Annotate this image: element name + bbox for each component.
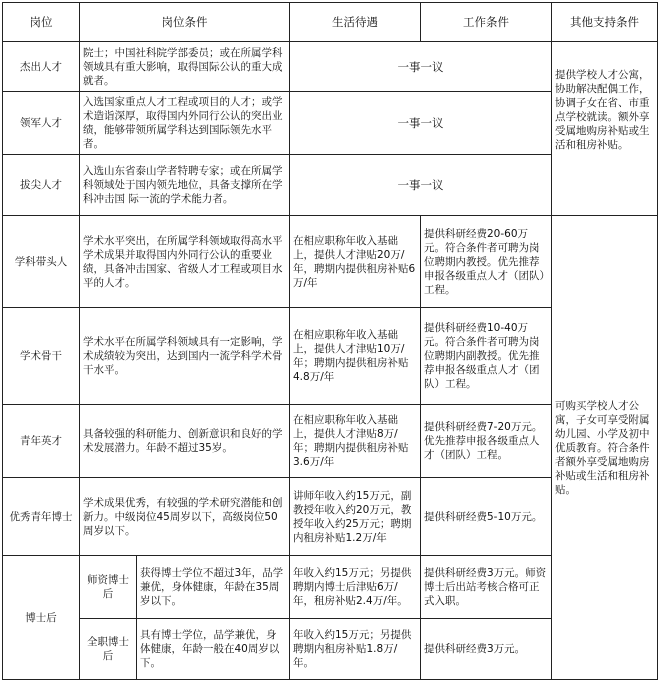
conditions-cell: 获得博士学位不超过3年，品学兼优，身体健康，年龄在35周岁以下。 bbox=[137, 556, 290, 619]
header-living: 生活待遇 bbox=[290, 3, 421, 42]
support-cell-top: 提供学校人才公寓，协助解决配偶工作，协调子女在省、市重点学校就读。额外享受属地购房补贴或生活和租房补贴。 bbox=[552, 42, 658, 216]
work-cell: 提供科研经费5-10万元。 bbox=[421, 478, 552, 556]
position-cell: 博士后 bbox=[3, 556, 80, 680]
conditions-cell: 具有博士学位，品学兼优，身体健康，年龄一般在40周岁以下。 bbox=[137, 619, 290, 680]
conditions-cell: 院士；中国社科院学部委员；或在所属学科领域具有重大影响，取得国际公认的重大成就者。 bbox=[80, 42, 290, 92]
one-case-one-discussion: 一事一议 bbox=[290, 155, 552, 216]
living-cell: 在相应职称年收入基础上，提供人才津贴20万/年，聘期内提供租房补贴6万/年 bbox=[290, 216, 421, 308]
header-row bbox=[3, 3, 658, 42]
position-cell: 青年英才 bbox=[3, 405, 80, 478]
position-cell: 领军人才 bbox=[3, 92, 80, 155]
table-row bbox=[3, 42, 658, 92]
sub-position-cell: 师资博士后 bbox=[80, 556, 137, 619]
work-cell: 提供科研经费3万元。 bbox=[421, 619, 552, 680]
one-case-one-discussion: 一事一议 bbox=[290, 92, 552, 155]
position-cell: 拔尖人才 bbox=[3, 155, 80, 216]
conditions-cell: 具备较强的科研能力、创新意识和良好的学术发展潜力。年龄不超过35岁。 bbox=[80, 405, 290, 478]
one-case-one-discussion: 一事一议 bbox=[290, 42, 552, 92]
header-conditions: 岗位条件 bbox=[80, 3, 290, 42]
work-cell: 提供科研经费7-20万元。优先推荐申报各级重点人才（团队）工程。 bbox=[421, 405, 552, 478]
work-cell: 提供科研经费20-60万元。符合条件者可聘为岗位聘期内教授。优先推荐申报各级重点人才（团队）工程。 bbox=[421, 216, 552, 308]
conditions-cell: 学术水平在所属学科领域具有一定影响，学术成绩较为突出，达到国内一流学科学术骨干水平。 bbox=[80, 308, 290, 405]
table-row bbox=[3, 216, 658, 308]
header-support: 其他支持条件 bbox=[552, 3, 658, 42]
position-cell: 学科带头人 bbox=[3, 216, 80, 308]
position-cell: 优秀青年博士 bbox=[3, 478, 80, 556]
header-work: 工作条件 bbox=[421, 3, 552, 42]
conditions-cell: 学术成果优秀，有较强的学术研究潜能和创新力。中级岗位45周岁以下，高级岗位50周岁以下。 bbox=[80, 478, 290, 556]
conditions-cell: 入选山东省泰山学者特聘专家；或在所属学科领域处于国内领先地位，具备支撑所在学科冲击国 际一流的学术能力者。 bbox=[80, 155, 290, 216]
living-cell: 年收入约15万元；另提供聘期内租房补贴1.8万/年。 bbox=[290, 619, 421, 680]
work-cell: 提供科研经费10-40万元。符合条件者可聘为岗位聘期内副教授。优先推荐申报各级重点人才（团队）工程。 bbox=[421, 308, 552, 405]
living-cell: 讲师年收入约15万元，副教授年收入约20万元，教授年收入约25万元；聘期内租房补贴1.2万/年 bbox=[290, 478, 421, 556]
living-cell: 在相应职称年收入基础上，提供人才津贴10万/年；聘期内提供租房补贴4.8万/年 bbox=[290, 308, 421, 405]
talent-policy-table bbox=[2, 2, 658, 680]
position-cell: 杰出人才 bbox=[3, 42, 80, 92]
header-position: 岗位 bbox=[3, 3, 80, 42]
support-cell-bottom: 可购买学校人才公寓，子女可享受附属幼儿园、小学及初中优质教育。符合条件者额外享受属地购房补贴或生活和租房补贴。 bbox=[552, 216, 658, 680]
living-cell: 年收入约15万元；另提供聘期内博士后津贴6万/年，租房补贴2.4万/年。 bbox=[290, 556, 421, 619]
work-cell: 提供科研经费3万元。师资博士后出站考核合格可正式入职。 bbox=[421, 556, 552, 619]
position-cell: 学术骨干 bbox=[3, 308, 80, 405]
living-cell: 在相应职称年收入基础上，提供人才津贴8万/年；聘期内提供租房补贴3.6万/年 bbox=[290, 405, 421, 478]
conditions-cell: 学术水平突出，在所属学科领域取得高水平学术成果并取得国内外同行公认的重要业绩，具备冲击国家、省级人才工程或项目水平的人才。 bbox=[80, 216, 290, 308]
conditions-cell: 入选国家重点人才工程或项目的人才；或学术造诣深厚，取得国内外同行公认的突出业绩，能够带领所属学科达到国际领先水平者。 bbox=[80, 92, 290, 155]
sub-position-cell: 全职博士后 bbox=[80, 619, 137, 680]
